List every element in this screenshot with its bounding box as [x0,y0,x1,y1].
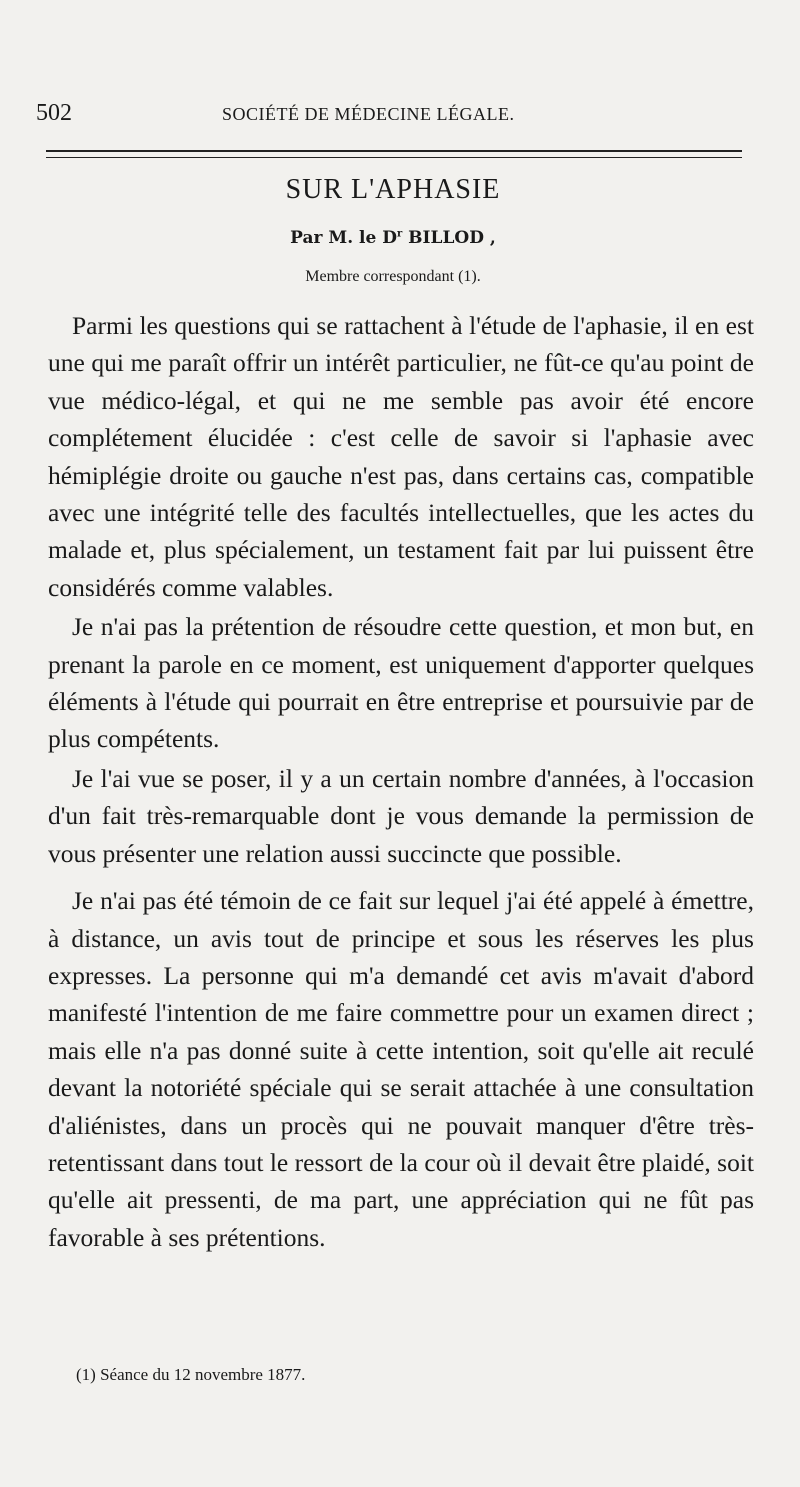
paragraph: Je n'ai pas la prétention de résoudre cette question, et mon but, en prenant la parole en ce moment, est uniquement d'apporter quelques éléments à l'étude qui pourrait en être entreprise et poursuivie par de plus compétents. [48,612,754,754]
byline-author: BILLOD , [402,228,496,248]
paragraph: Parmi les questions qui se rattachent à l'étude de l'aphasie, il en est une qui me paraît offrir un intérêt particulier, ne fût-ce qu'au point de vue médico-légal, et qui ne me semble pas avoir été encore complétement élucidée : c'est celle de savoir si l'aphasie avec hémiplégie droite ou gauche n'est pas, dans certains cas, compatible avec une intégrité telle des facultés intellectuelles, que les actes du malade et, plus spécialement, un testament fait par lui puissent être considérés comme valables. [48,311,754,602]
footnote: (1) Séance du 12 novembre 1877. [76,1365,306,1384]
running-head [36,100,760,132]
running-title: SOCIÉTÉ DE MÉDECINE LÉGALE. [222,104,515,124]
header-rule [46,150,742,152]
byline-prefix: Par M. le D [290,228,397,248]
body-text [48,307,754,1256]
header-rule-thin [46,157,742,158]
byline-sup: r [396,228,403,240]
paragraph: Je n'ai pas été témoin de ce fait sur lequel j'ai été appelé à émettre, à distance, un avis tout de principe et sous les réserves les plus expresses. La personne qui m'a demandé cet avis m'avait d'abord manifesté l'intention de me faire commettre pour un examen direct ; mais elle n'a pas donné suite à cette intention, soit qu'elle ait reculé devant la notoriété spéciale qui se serait attachée à une consultation d'aliénistes, dans un procès qui ne pouvait manquer d'être très-retentissant dans tout le ressort de la cour où il devait être plaidé, soit qu'elle ait pressenti, de ma part, une appréciation qui ne fût pas favorable à ses prétentions. [48,886,754,1252]
article-title: SUR L'APHASIE [285,174,501,205]
affiliation: Membre correspondant (1). [305,268,481,285]
paragraph: Je l'ai vue se poser, il y a un certain nombre d'années, à l'occasion d'un fait très-remarquable dont je vous demande la permission de vous présenter une relation aussi succincte que possible. [48,763,754,868]
byline [48,228,738,248]
page-number: 502 [36,100,72,126]
